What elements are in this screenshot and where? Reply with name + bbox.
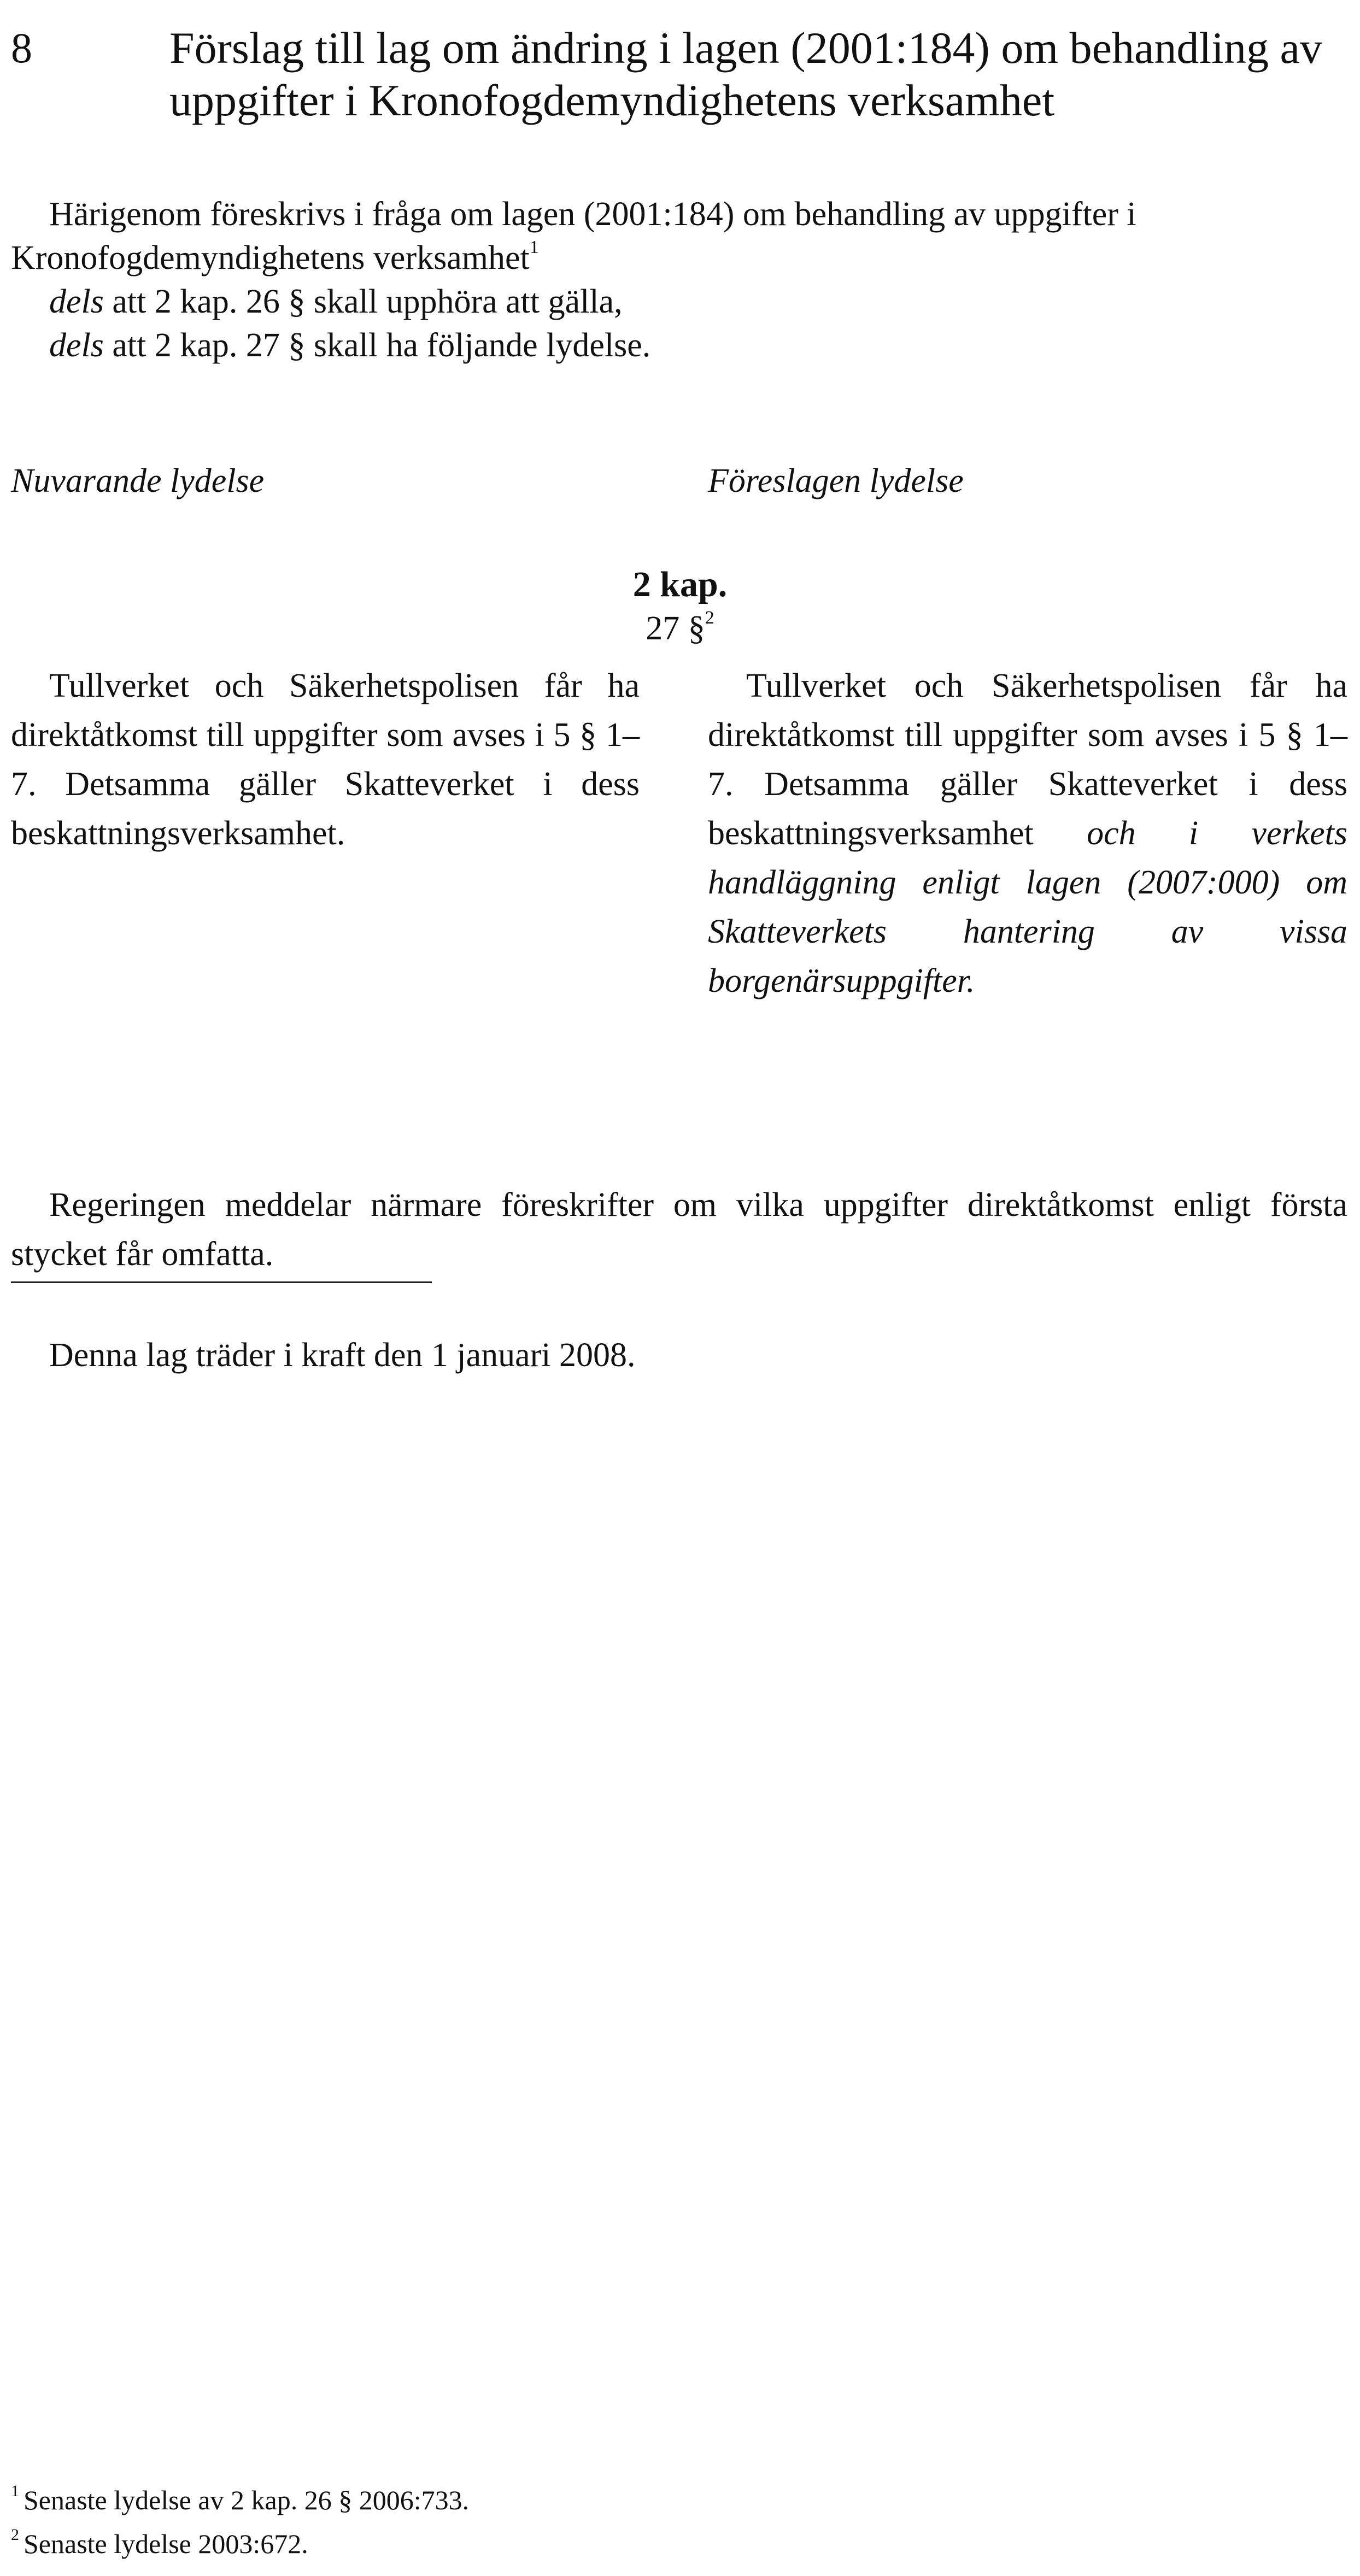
current-wording-column	[11, 661, 640, 858]
dels-line-2	[11, 324, 1350, 367]
footnote-text: Senaste lydelse 2003:672.	[24, 2528, 308, 2559]
dels-text: att 2 kap. 26 § skall upphöra att gälla,	[103, 283, 623, 320]
document-title: Förslag till lag om ändring i lagen (2001:184) om behandling av uppgifter i Kronofogdemyndighetens verksamhet	[169, 23, 1322, 125]
closing-paragraph: Regeringen meddelar närmare föreskrifter om vilka uppgifter direktåtkomst enligt första stycket får omfatta.	[11, 1186, 1347, 1273]
page-number: 8	[11, 24, 32, 72]
footnote-1	[11, 2478, 1323, 2522]
current-paragraph: Tullverket och Säkerhetspolisen får ha direktåtkomst till uppgifter som avses i 5 § 1–7. Detsamma gäller Skatteverket i dess beskattningsverksamhet.	[11, 667, 640, 852]
intro-text: Härigenom föreskrivs i fråga om lagen (2001:184) om behandling av uppgifter i Kronofogdemyndighetens verksamhet	[11, 196, 1136, 277]
proposed-wording-column	[708, 661, 1347, 1005]
chapter-heading: 2 kap.	[632, 564, 728, 604]
current-wording-heading: Nuvarande lydelse	[11, 462, 265, 499]
proposed-paragraph	[708, 661, 1347, 1005]
section-heading	[0, 607, 1360, 650]
proposed-plain-text: Tullverket och Säkerhetspolisen får ha direktåtkomst till uppgifter som avses i 5 § 1–7. Detsamma gäller Skatteverket i dess beskattningsverksamhet	[708, 667, 1347, 852]
dels-line-1	[11, 280, 1350, 324]
footnote-marker: 1	[11, 2482, 19, 2500]
entry-into-force: Denna lag träder i kraft den 1 januari 2008.	[49, 1337, 636, 1374]
proposed-wording-heading: Föreslagen lydelse	[708, 462, 964, 499]
footnote-marker: 2	[11, 2526, 19, 2544]
proposed-italic-text: och i verkets handläggning enligt lagen (2007:000) om Skatteverkets hantering av vissa borgenärsuppgifter.	[708, 815, 1347, 999]
footnote-text: Senaste lydelse av 2 kap. 26 § 2006:733.	[24, 2485, 470, 2515]
separator-rule	[11, 1281, 432, 1283]
dels-word: dels	[49, 327, 104, 364]
dels-text: att 2 kap. 27 § skall ha följande lydelse.	[103, 327, 651, 364]
closing-paragraph-block	[11, 1180, 1347, 1279]
footnote-ref-2: 2	[705, 608, 714, 628]
section-label: 27 §	[646, 610, 705, 647]
intro-block	[11, 192, 1350, 367]
footnote-2	[11, 2522, 1323, 2566]
footnotes	[11, 2478, 1323, 2566]
intro-paragraph	[11, 192, 1350, 280]
dels-word: dels	[49, 283, 104, 320]
footnote-ref-1: 1	[529, 237, 539, 258]
